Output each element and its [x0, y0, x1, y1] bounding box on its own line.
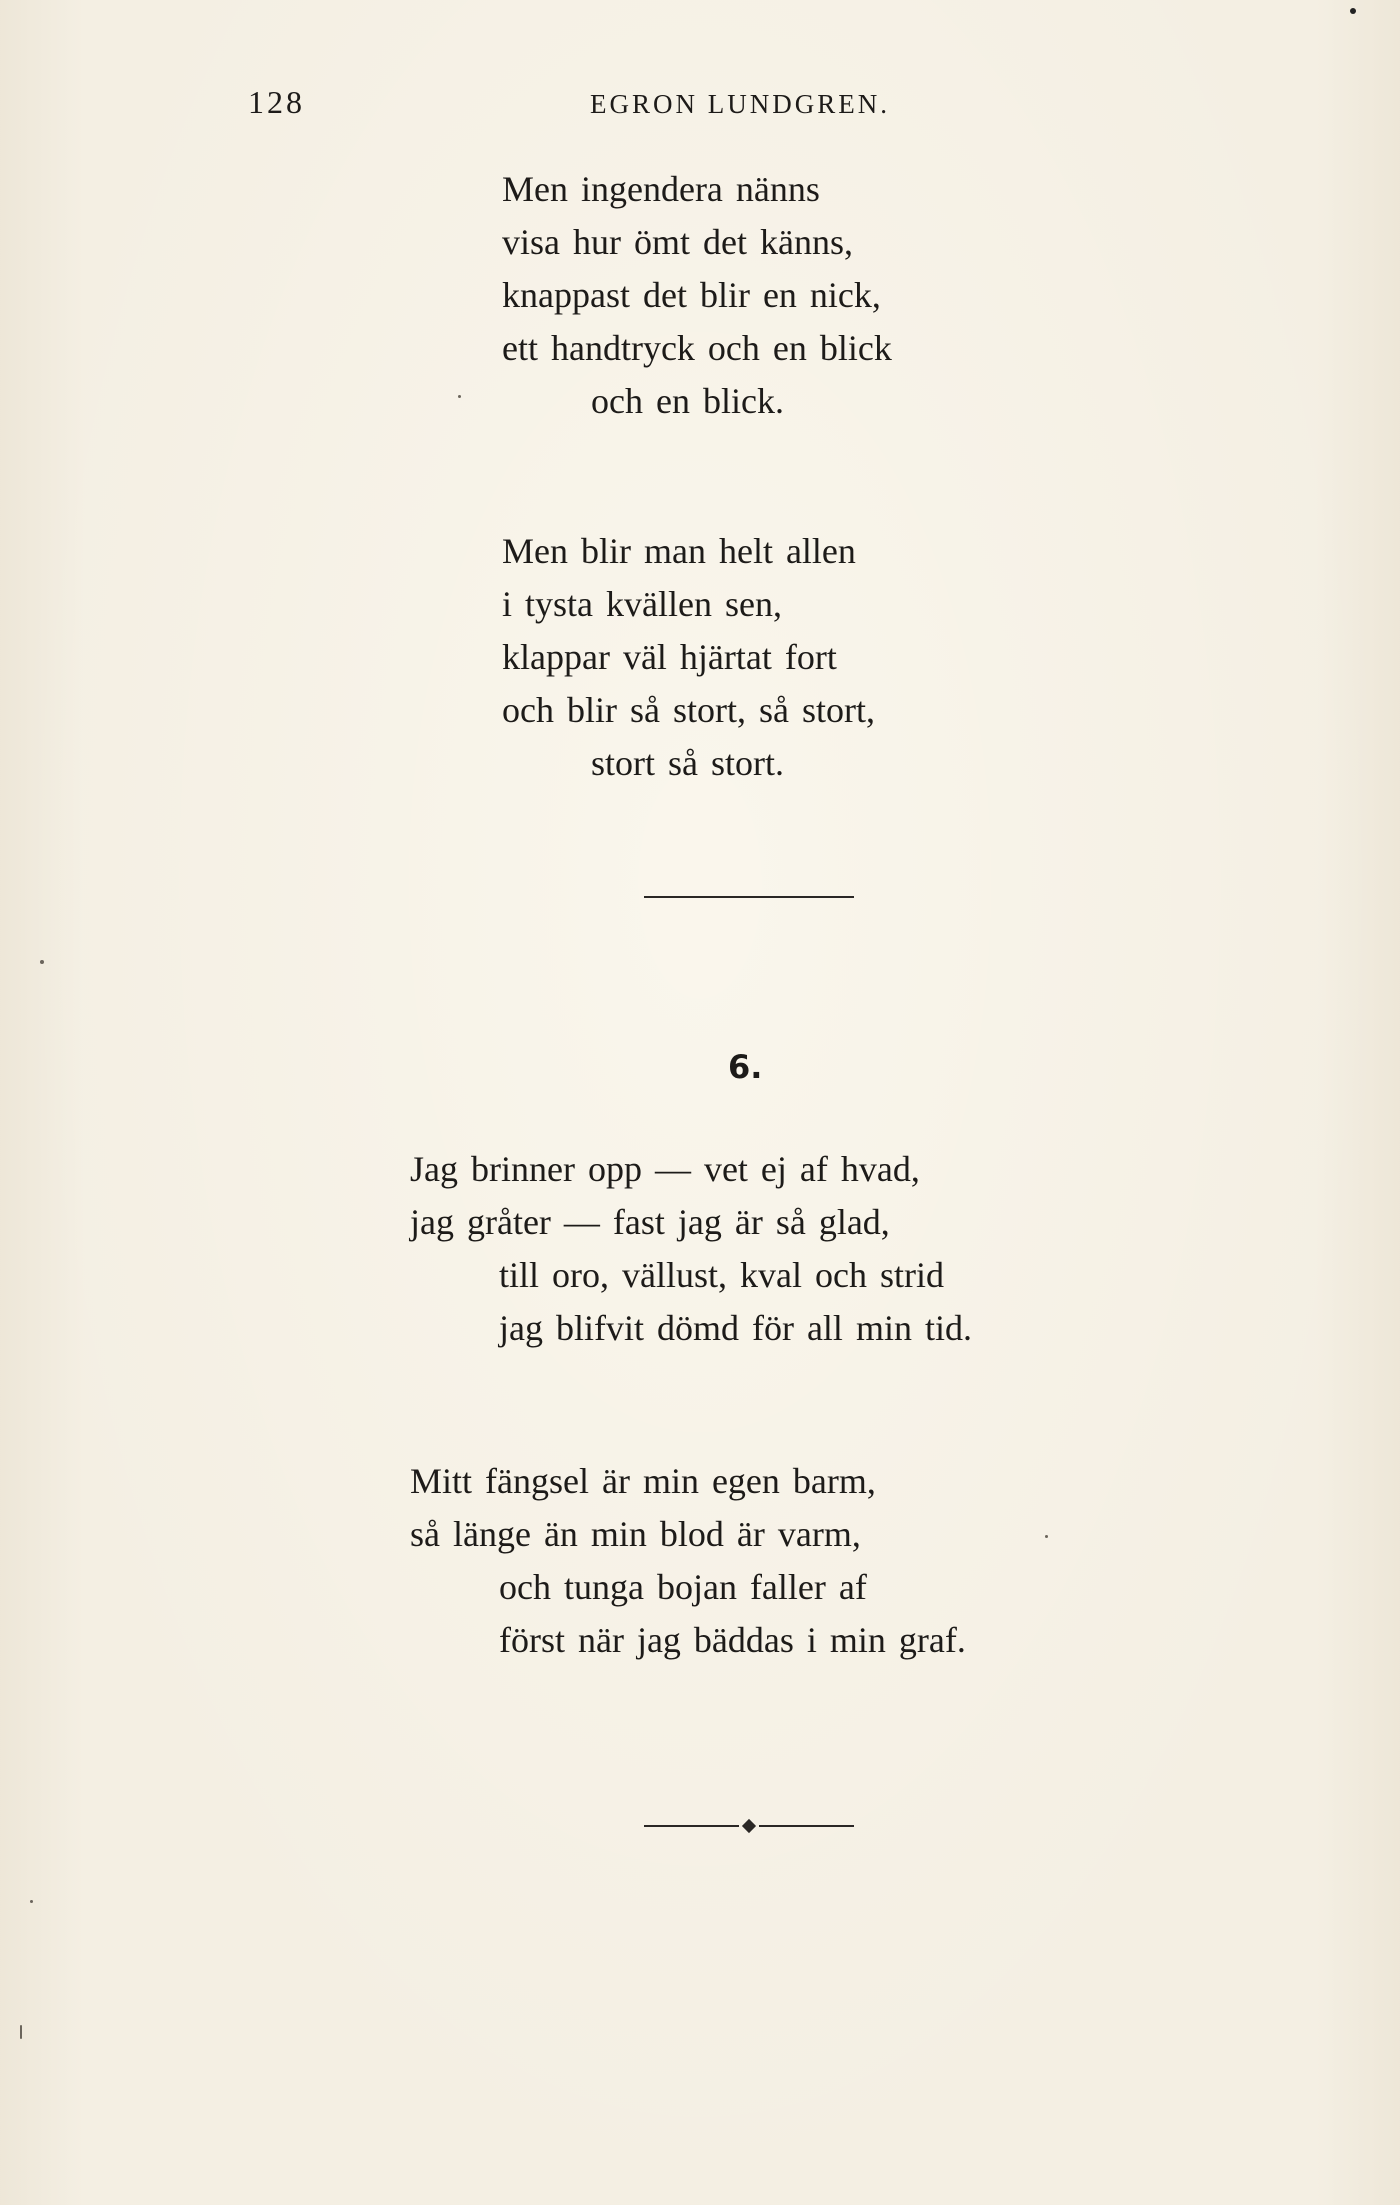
verse-line: Men ingendera nänns [502, 169, 820, 209]
running-title: EGRON LUNDGREN. [590, 89, 890, 119]
page-header [0, 84, 1400, 124]
page-number: 128 [248, 84, 305, 120]
paper-speck [40, 960, 44, 964]
paper-speck [458, 395, 461, 398]
stanza-1 [502, 163, 892, 428]
verse-line: Jag brinner opp — vet ej af hvad, [410, 1149, 920, 1189]
paper-speck [30, 1900, 33, 1903]
verse-line: ett handtryck och en blick [502, 328, 892, 368]
ornament-rule-left [644, 1825, 739, 1827]
verse-line-refrain: stort så stort. [591, 743, 784, 783]
verse-line: så länge än min blod är varm, [410, 1514, 861, 1554]
verse-line: knappast det blir en nick, [502, 275, 881, 315]
poem6-stanza-2 [410, 1455, 966, 1667]
verse-line: jag gråter — fast jag är så glad, [410, 1202, 890, 1242]
diamond-icon [742, 1819, 756, 1833]
verse-line: visa hur ömt det känns, [502, 222, 853, 262]
verse-line-indented: till oro, vällust, kval och strid [499, 1255, 944, 1295]
verse-line: Men blir man helt allen [502, 531, 856, 571]
verse-line-indented: först när jag bäddas i min graf. [499, 1620, 966, 1660]
verse-line: och blir så stort, så stort, [502, 690, 875, 730]
section-divider-rule [644, 896, 854, 898]
end-ornament [644, 1816, 854, 1836]
section-number: 6. [728, 1048, 763, 1086]
verse-line: Mitt fängsel är min egen barm, [410, 1461, 876, 1501]
verse-line-indented: och tunga bojan faller af [499, 1567, 867, 1607]
verse-line: i tysta kvällen sen, [502, 584, 782, 624]
poem6-stanza-1 [410, 1143, 972, 1355]
ornament-rule-right [759, 1825, 854, 1827]
stanza-2 [502, 525, 875, 790]
verse-line-indented: jag blifvit dömd för all min tid. [499, 1308, 972, 1348]
paper-speck [1350, 8, 1356, 14]
paper-speck [20, 2025, 22, 2039]
paper-speck [1045, 1535, 1048, 1538]
verse-line-refrain: och en blick. [591, 381, 784, 421]
verse-line: klappar väl hjärtat fort [502, 637, 837, 677]
